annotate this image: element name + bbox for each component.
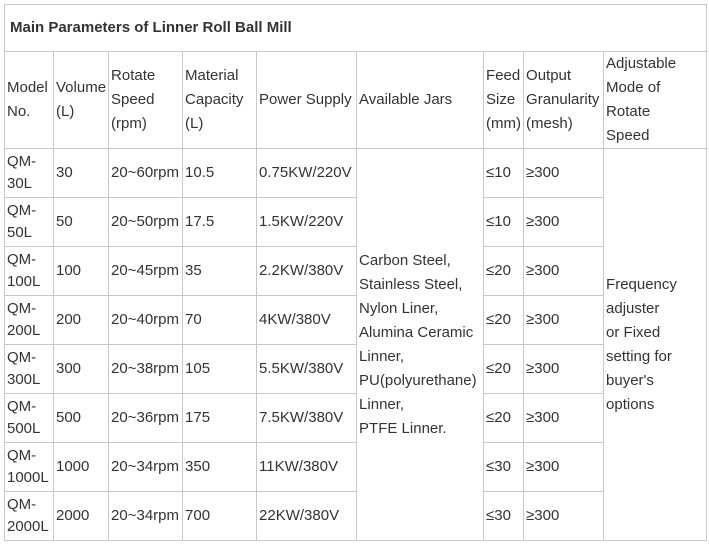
table-title: Main Parameters of Linner Roll Ball Mill	[5, 5, 707, 52]
cell-output: ≥300	[524, 149, 604, 198]
cell-model: QM- 300L	[5, 345, 54, 394]
cell-output: ≥300	[524, 198, 604, 247]
cell-feed-size: ≤20	[484, 247, 524, 296]
cell-model: QM- 50L	[5, 198, 54, 247]
cell-model: QM- 1000L	[5, 443, 54, 492]
cell-power: 2.2KW/380V	[257, 247, 357, 296]
table-row	[5, 394, 707, 443]
cell-capacity: 350	[183, 443, 257, 492]
header-adjustable-mode: Adjustable Mode of Rotate Speed	[604, 52, 707, 149]
cell-volume: 50	[54, 198, 109, 247]
cell-power: 22KW/380V	[257, 492, 357, 541]
parameters-table	[4, 4, 707, 541]
cell-model: QM- 2000L	[5, 492, 54, 541]
cell-capacity: 10.5	[183, 149, 257, 198]
cell-power: 1.5KW/220V	[257, 198, 357, 247]
cell-feed-size: ≤10	[484, 198, 524, 247]
cell-capacity: 105	[183, 345, 257, 394]
cell-volume: 500	[54, 394, 109, 443]
table-row	[5, 149, 707, 198]
cell-feed-size: ≤20	[484, 394, 524, 443]
cell-volume: 30	[54, 149, 109, 198]
cell-volume: 1000	[54, 443, 109, 492]
header-feed-size: Feed Size (mm)	[484, 52, 524, 149]
cell-volume: 100	[54, 247, 109, 296]
cell-feed-size: ≤30	[484, 492, 524, 541]
header-available-jars: Available Jars	[357, 52, 484, 149]
cell-rotate-speed: 20~50rpm	[109, 198, 183, 247]
header-material-capacity: Material Capacity (L)	[183, 52, 257, 149]
cell-output: ≥300	[524, 296, 604, 345]
cell-feed-size: ≤20	[484, 345, 524, 394]
header-output-granularity: Output Granularity (mesh)	[524, 52, 604, 149]
cell-rotate-speed: 20~36rpm	[109, 394, 183, 443]
cell-feed-size: ≤10	[484, 149, 524, 198]
cell-capacity: 70	[183, 296, 257, 345]
cell-output: ≥300	[524, 394, 604, 443]
cell-adjustable-mode: Frequency adjuster or Fixed setting for buyer's options	[604, 149, 707, 541]
cell-rotate-speed: 20~34rpm	[109, 492, 183, 541]
cell-volume: 200	[54, 296, 109, 345]
cell-output: ≥300	[524, 345, 604, 394]
header-rotate-speed: Rotate Speed (rpm)	[109, 52, 183, 149]
table-row	[5, 247, 707, 296]
cell-feed-size: ≤30	[484, 443, 524, 492]
cell-power: 5.5KW/380V	[257, 345, 357, 394]
cell-model: QM- 100L	[5, 247, 54, 296]
cell-rotate-speed: 20~40rpm	[109, 296, 183, 345]
table-row	[5, 345, 707, 394]
cell-capacity: 17.5	[183, 198, 257, 247]
cell-volume: 300	[54, 345, 109, 394]
cell-model: QM- 200L	[5, 296, 54, 345]
cell-feed-size: ≤20	[484, 296, 524, 345]
cell-model: QM- 30L	[5, 149, 54, 198]
cell-capacity: 700	[183, 492, 257, 541]
cell-output: ≥300	[524, 247, 604, 296]
cell-model: QM- 500L	[5, 394, 54, 443]
cell-power: 4KW/380V	[257, 296, 357, 345]
cell-capacity: 35	[183, 247, 257, 296]
table-row	[5, 492, 707, 541]
cell-rotate-speed: 20~34rpm	[109, 443, 183, 492]
cell-output: ≥300	[524, 492, 604, 541]
cell-rotate-speed: 20~38rpm	[109, 345, 183, 394]
header-row	[5, 52, 707, 149]
cell-volume: 2000	[54, 492, 109, 541]
header-power-supply: Power Supply	[257, 52, 357, 149]
table-row	[5, 198, 707, 247]
cell-rotate-speed: 20~60rpm	[109, 149, 183, 198]
cell-output: ≥300	[524, 443, 604, 492]
cell-power: 7.5KW/380V	[257, 394, 357, 443]
cell-available-jars: Carbon Steel, Stainless Steel, Nylon Liner, Alumina Ceramic Linner, PU(polyurethane) Linner, PTFE Linner.	[357, 149, 484, 541]
header-volume: Volume (L)	[54, 52, 109, 149]
header-model: Model No.	[5, 52, 54, 149]
cell-capacity: 175	[183, 394, 257, 443]
cell-rotate-speed: 20~45rpm	[109, 247, 183, 296]
table-row	[5, 443, 707, 492]
parameters-table-wrapper	[4, 4, 707, 541]
cell-power: 11KW/380V	[257, 443, 357, 492]
cell-power: 0.75KW/220V	[257, 149, 357, 198]
table-row	[5, 296, 707, 345]
